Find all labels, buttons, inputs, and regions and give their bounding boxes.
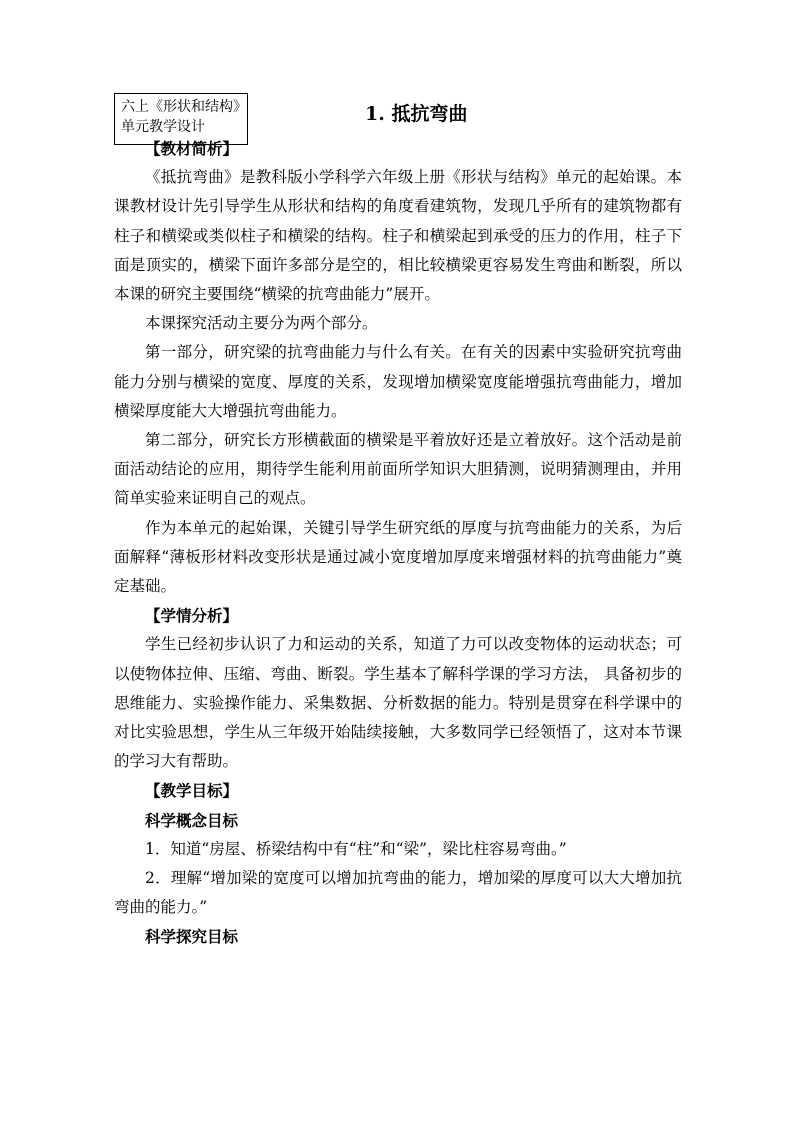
unit-label-line2: 单元教学设计 bbox=[121, 119, 205, 135]
document-title: 1. 抵抗弯曲 bbox=[365, 103, 468, 125]
paragraph: 作为本单元的起始课，关键引导学生研究纸的厚度与抗弯曲能力的关系，为后面解释“薄板形材料改变形状是通过减小宽度增加厚度来增强材料的抗弯曲能力”奠定基础。 bbox=[114, 518, 682, 596]
goal-item: 2．理解“增加梁的宽度可以增加抗弯曲的能力，增加梁的厚度可以大大增加抗弯曲的能力。” bbox=[114, 869, 682, 917]
goal-item: 1．知道“房屋、桥梁结构中有“柱”和“梁”，梁比柱容易弯曲。” bbox=[145, 839, 567, 858]
subheading-concept-goals: 科学概念目标 bbox=[145, 810, 239, 830]
document-body bbox=[114, 134, 682, 952]
paragraph: 第二部分，研究长方形横截面的横梁是平着放好还是立着放好。这个活动是前面活动结论的应用，期待学生能利用前面所学知识大胆猜测，说明猜测理由，并用简单实验来证明自己的观点。 bbox=[114, 431, 682, 508]
paragraph: 本课探究活动主要分为两个部分。 bbox=[145, 314, 378, 333]
subheading-inquiry-goals: 科学探究目标 bbox=[145, 927, 239, 947]
section-heading-learner-analysis: 【学情分析】 bbox=[145, 606, 239, 626]
paragraph: 《抵抗弯曲》是教科版小学科学六年级上册《形状与结构》单元的起始课。本课教材设计先引导学生从形状和结构的角度看建筑物，发现几乎所有的建筑物都有柱子和横梁或类似柱子和横梁的结构。柱子和横梁起到承受的压力的作用，柱子下面是顶实的，横梁下面许多部分是空的，相比较横梁更容易发生弯曲和断裂，所以本课的研究主要围绕“横梁的抗弯曲能力”展开。 bbox=[114, 168, 682, 304]
paragraph: 第一部分，研究梁的抗弯曲能力与什么有关。在有关的因素中实验研究抗弯曲能力分别与横梁的宽度、厚度的关系，发现增加横梁宽度能增强抗弯曲能力，增加横梁厚度能大大增强抗弯曲能力。 bbox=[114, 343, 682, 420]
section-heading-teaching-goals: 【教学目标】 bbox=[145, 781, 239, 801]
section-heading-textbook-analysis: 【教材简析】 bbox=[145, 139, 239, 158]
unit-label-line1: 六上《形状和结构》 bbox=[121, 99, 247, 115]
paragraph: 学生已经初步认识了力和运动的关系，知道了力可以改变物体的运动状态；可以使物体拉伸、压缩、弯曲、断裂。学生基本了解科学课的学习方法， 具备初步的思维能力、实验操作能力、采集数据、分析数据的能力。特别是贯穿在科学课中的对比实验思想，学生从三年级开始陆续接触，大多数同学已经领悟了，这对本节课的学习大有帮助。 bbox=[114, 635, 682, 771]
